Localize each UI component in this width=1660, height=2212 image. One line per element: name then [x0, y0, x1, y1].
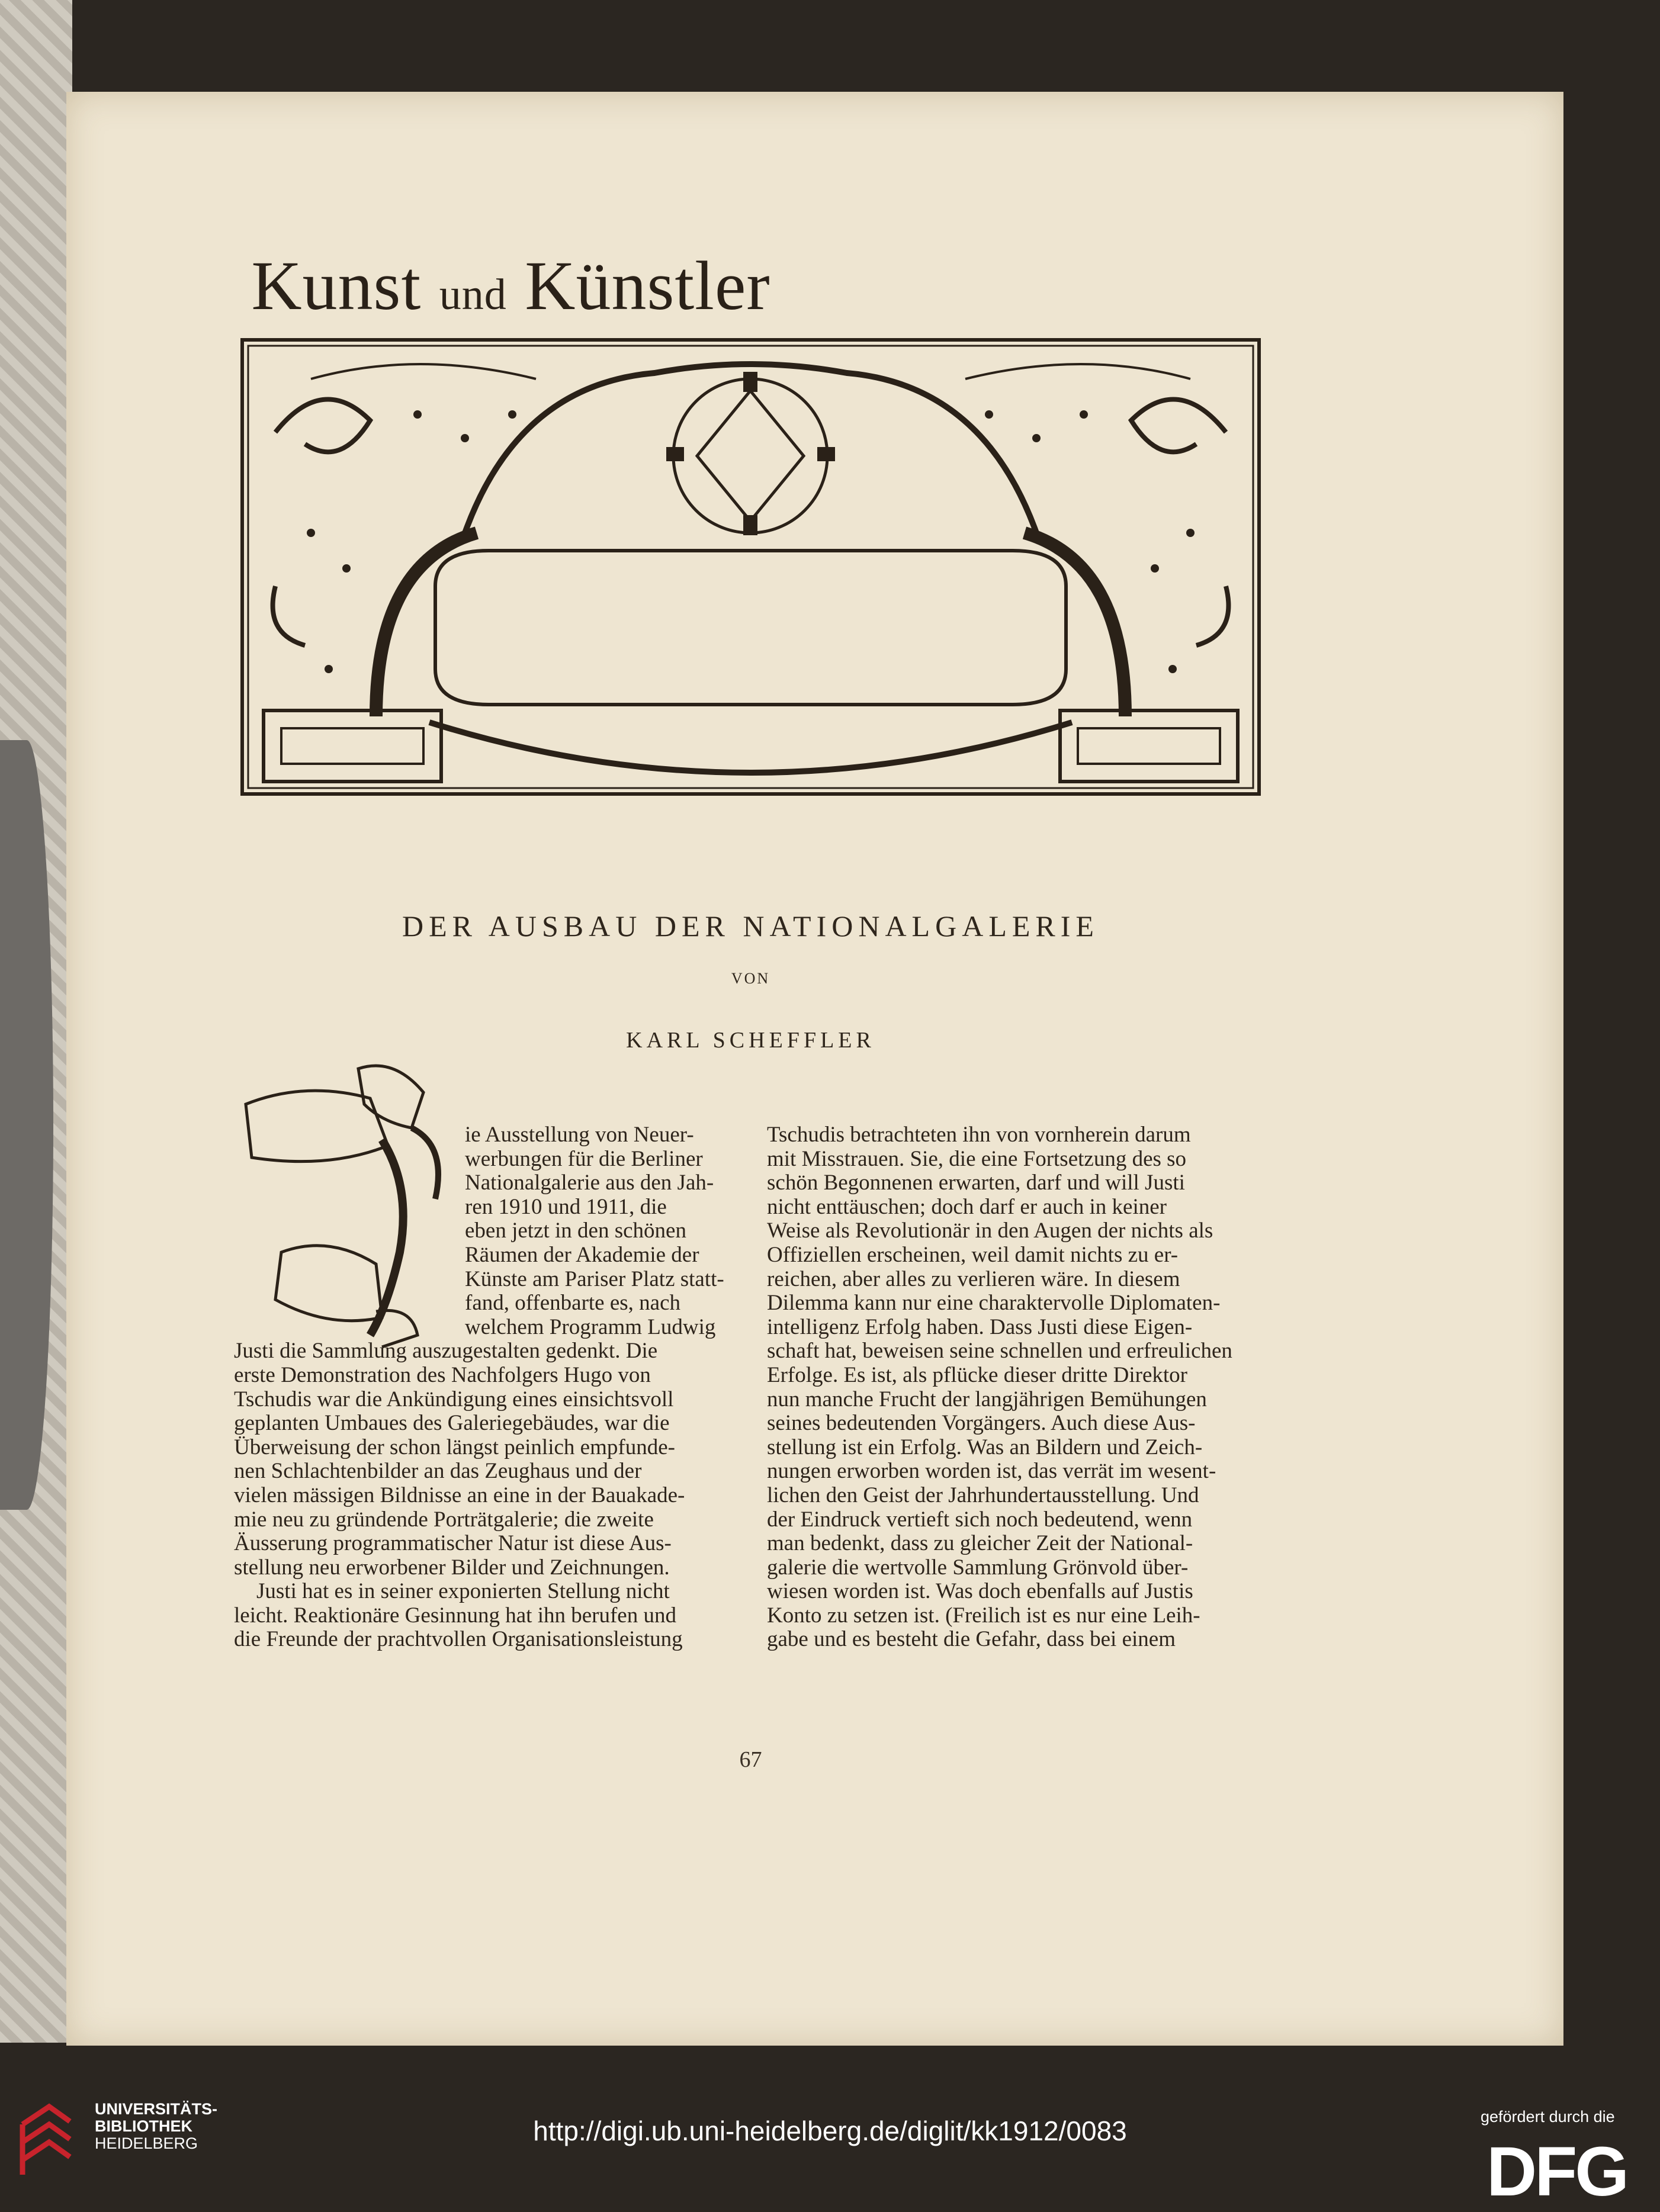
- text-line: mie neu zu gründende Porträtgalerie; die zweite: [234, 1507, 654, 1532]
- text-line: stellung ist ein Erfolg. Was an Bildern und Zeich-: [767, 1435, 1203, 1459]
- text-line: intelligenz Erfolg haben. Dass Justi diese Eigen-: [767, 1314, 1193, 1339]
- institution-line-2: BIBLIOTHEK: [95, 2117, 192, 2135]
- text-column-right: [767, 1123, 1276, 1652]
- masthead-word-und: und: [439, 271, 507, 319]
- permalink-url[interactable]: http://digi.ub.uni-heidelberg.de/diglit/kk1912/0083: [533, 2115, 1127, 2146]
- text-line: Räumen der Akademie der: [465, 1242, 699, 1267]
- text-line: Künste am Pariser Platz statt-: [465, 1266, 724, 1291]
- magazine-masthead: [0, 246, 1022, 326]
- text-line: schön Begonnenen erwarten, darf und will Justi: [767, 1171, 1185, 1195]
- text-line: ie Ausstellung von Neuer-: [465, 1123, 694, 1147]
- text-line: galerie die wertvolle Sammlung Grönvold über-: [767, 1555, 1189, 1580]
- text-line: welchem Programm Ludwig: [465, 1314, 716, 1339]
- text-line: Überweisung der schon längst peinlich empfunde-: [234, 1435, 675, 1459]
- text-line: Tschudis betrachteten ihn von vornherein darum: [767, 1123, 1191, 1147]
- text-line: nicht enttäuschen; doch darf er auch in keiner: [767, 1194, 1167, 1219]
- text-line: nen Schlachtenbilder an das Zeughaus und der: [234, 1459, 642, 1484]
- article-title: DER AUSBAU DER NATIONALGALERIE: [402, 909, 1099, 943]
- dropcap-wrapped-lines: [234, 1123, 740, 1339]
- text-line: man bedenkt, dass zu gleicher Zeit der National-: [767, 1531, 1193, 1556]
- masthead-word-kunst: Kunst: [251, 247, 422, 324]
- text-column-left: [234, 1123, 740, 1652]
- text-line: fand, offenbarte es, nach: [465, 1291, 681, 1316]
- byline-von: VON: [731, 970, 770, 987]
- text-line: mit Misstrauen. Sie, die eine Fortsetzung des so: [767, 1146, 1187, 1171]
- institution-line-1: UNIVERSITÄTS-: [95, 2100, 218, 2118]
- text-line: Konto zu setzen ist. (Freilich ist es nur eine Leih-: [767, 1603, 1200, 1628]
- text-line: leicht. Reaktionäre Gesinnung hat ihn berufen und: [234, 1603, 676, 1628]
- ornamental-headpiece: [240, 337, 1261, 796]
- text-line: Erfolge. Es ist, als pflücke dieser dritte Direktor: [767, 1362, 1187, 1387]
- text-line: Dilemma kann nur eine charaktervolle Diplomaten-: [767, 1291, 1221, 1316]
- text-line: schaft hat, beweisen seine schnellen und erfreulichen: [767, 1339, 1232, 1364]
- text-line: erste Demonstration des Nachfolgers Hugo von: [234, 1362, 651, 1387]
- text-line: nungen erworben worden ist, das verrät im wesent-: [767, 1459, 1216, 1484]
- text-line: stellung neu erworbener Bilder und Zeichnungen.: [234, 1555, 670, 1580]
- text-line: lichen den Geist der Jahrhundertausstellung. Und: [767, 1483, 1199, 1507]
- page-number: 67: [739, 1747, 762, 1772]
- text-line: seines bedeutenden Vorgängers. Auch diese Aus-: [767, 1411, 1196, 1436]
- text-line: eben jetzt in den schönen: [465, 1218, 686, 1243]
- institution-line-3: HEIDELBERG: [95, 2134, 198, 2152]
- text-line: werbungen für die Berliner: [465, 1146, 703, 1171]
- dfg-logo[interactable]: DFG: [1486, 2133, 1627, 2211]
- text-line: wiesen worden ist. Was doch ebenfalls auf Justis: [767, 1579, 1193, 1604]
- text-line: Tschudis war die Ankündigung eines einsichtsvoll: [234, 1387, 674, 1412]
- text-line: Weise als Revolutionär in den Augen der nichts als: [767, 1218, 1213, 1243]
- text-line: der Eindruck vertieft sich noch bedeutend, wenn: [767, 1507, 1193, 1532]
- funding-caption: gefördert durch die: [1481, 2108, 1615, 2126]
- byline-author: KARL SCHEFFLER: [626, 1028, 875, 1053]
- text-line: Offiziellen erscheinen, weil damit nichts zu er-: [767, 1242, 1179, 1267]
- text-line: Justi die Sammlung auszugestalten gedenkt. Die: [234, 1339, 658, 1364]
- text-line: ren 1910 und 1911, die: [465, 1194, 667, 1219]
- masthead-word-kuenstler: Künstler: [525, 247, 770, 324]
- text-line: Justi hat es in seiner exponierten Stellung nicht: [256, 1579, 670, 1604]
- text-line: Nationalgalerie aus den Jah-: [465, 1171, 714, 1195]
- text-line: die Freunde der prachtvollen Organisationsleistung: [234, 1627, 683, 1652]
- text-line: reichen, aber alles zu verlieren wäre. In diesem: [767, 1266, 1180, 1291]
- text-line: nun manche Frucht der langjährigen Bemühungen: [767, 1387, 1207, 1412]
- text-line: Äusserung programmatischer Natur ist diese Aus-: [234, 1531, 672, 1556]
- text-line: gabe und es besteht die Gefahr, dass bei einem: [767, 1627, 1176, 1652]
- text-line: geplanten Umbaues des Galeriegebäudes, war die: [234, 1411, 670, 1436]
- text-line: vielen mässigen Bildnisse an eine in der Bauakade-: [234, 1483, 685, 1507]
